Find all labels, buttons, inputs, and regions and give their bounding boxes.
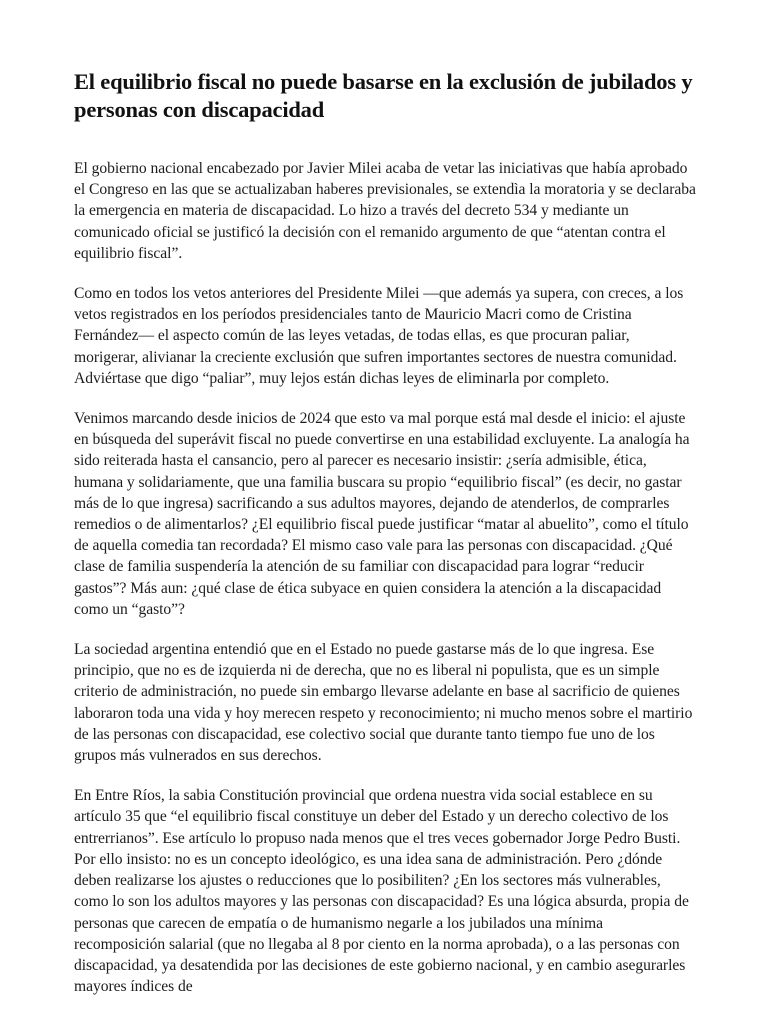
article-body [74,158,696,997]
article [74,68,696,1016]
paragraph-2: Como en todos los vetos anteriores del Presidente Milei —que además ya supera, con creces, a los vetos registrados en los períodos presidenciales tanto de Mauricio Macri como de Cristina Fernández— el aspecto común de las leyes vetadas, de todas ellas, es que procuran paliar, morigerar, alivianar la creciente exclusión que sufren importantes sectores de nuestra comunidad. Adviértase que digo “paliar”, muy lejos están dichas leyes de eliminarla por completo. [74,285,684,387]
paragraph-5: En Entre Ríos, la sabia Constitución provincial que ordena nuestra vida social establece en su artículo 35 que “el equilibrio fiscal constituye un deber del Estado y un derecho colectivo de los entrerrianos”. Ese artículo lo propuso nada menos que el tres veces gobernador Jorge Pedro Busti. Por ello insisto: no es un concepto ideológico, es una idea sana de administración. Pero ¿dónde deben realizarse los ajustes o reducciones que lo posibiliten? ¿En los sectores más vulnerables, como lo son los adultos mayores y las personas con discapacidad? Es una lógica absurda, propia de personas que carecen de empatía o de humanismo negarle a los jubilados una mínima recomposición salarial (que no llegaba al 8 por ciento en la norma aprobada), o a las personas con discapacidad, ya desatendida por las decisiones de este gobierno nacional, y en cambio asegurarles mayores índices de [74,787,689,996]
paragraph-4: La sociedad argentina entendió que en el Estado no puede gastarse más de lo que ingresa. Ese principio, que no es de izquierda ni de derecha, que no es liberal ni populista, que es un simple criterio de administración, no puede sin embargo llevarse adelante en base al sacrificio de quienes laboraron toda una vida y hoy merecen respeto y reconocimiento; ni mucho menos sobre el martirio de las personas con discapacidad, ese colectivo social que durante tanto tiempo fue uno de los grupos más vulnerados en sus derechos. [74,641,693,765]
paragraph-3: Venimos marcando desde inicios de 2024 que esto va mal porque está mal desde el inicio: el ajuste en búsqueda del superávit fiscal no puede convertirse en una estabilidad excluyente. La analogía ha sido reiterada hasta el cansancio, pero al parecer es necesario insistir: ¿sería admisible, ética, humana y solidariamente, que una familia buscara su propio “equilibrio fiscal” (es decir, no gastar más de lo que ingresa) sacrificando a sus adultos mayores, dejando de atenderlos, de comprarles remedios o de alimentarlos? ¿El equilibrio fiscal puede justificar “matar al abuelito”, como el título de aquella comedia tan recordada? El mismo caso vale para las personas con discapacidad. ¿Qué clase de familia suspendería la atención de su familiar con discapacidad para lograr “reducir gastos”? Más aun: ¿qué clase de ética subyace en quien considera la atención a la discapacidad como un “gasto”? [74,410,690,618]
article-title: El equilibrio fiscal no puede basarse en la exclusión de jubilados y personas con discapacidad [74,69,693,122]
paragraph-1: El gobierno nacional encabezado por Javier Milei acaba de vetar las iniciativas que había aprobado el Congreso en las que se actualizaban haberes previsionales, se extendìa la moratoria y se declaraba la emergencia en materia de discapacidad. Lo hizo a través del decreto 534 y mediante un comunicado oficial se justificó la decisión con el remanido argumento de que “atentan contra el equilibrio fiscal”. [74,160,696,262]
